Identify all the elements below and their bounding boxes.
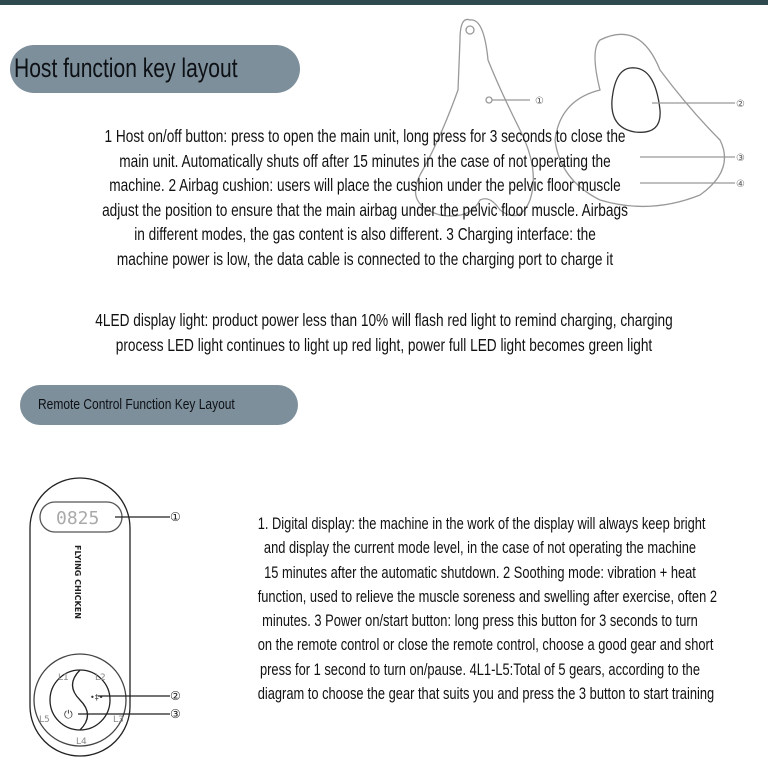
text-line: 1. Digital display: the machine in the work of the display will always keep bright — [257, 515, 706, 533]
text-line: on the remote control or close the remote control, choose a good gear and short — [257, 636, 714, 655]
text-line: minutes. 3 Power on/start button: long press this button for 3 seconds to turn — [262, 612, 698, 631]
text-line: function, used to relieve the muscle soreness and swelling after exercise, often 2 — [257, 587, 717, 606]
text-line: 15 minutes after the automatic shutdown. 2 Soothing mode: vibration + heat — [264, 563, 696, 582]
text-line: 1 Host on/off button: press to open the main unit, long press for 3 seconds to close the — [104, 126, 626, 146]
callout-4: ④ — [736, 179, 745, 190]
callout-1: ① — [170, 510, 181, 524]
text-line: machine. 2 Airbag cushion: users will place the cushion under the pelvic floor muscle — [109, 175, 621, 195]
brand-label: FLYING CHICKEN — [73, 545, 82, 619]
level-l2: L2 — [95, 673, 106, 683]
text-line: diagram to choose the gear that suits you and press the 3 button to start training — [257, 685, 715, 704]
text-line: main unit. Automatically shuts off after 15 minutes in the case of not operating the — [119, 150, 611, 171]
remote-title: Remote Control Function Key Layout — [38, 396, 235, 413]
remote-description — [195, 512, 765, 706]
remote-diagram — [0, 460, 200, 770]
led-description — [0, 308, 768, 357]
level-l4: L4 — [76, 737, 87, 747]
host-description — [0, 124, 730, 271]
level-l5: L5 — [39, 715, 50, 725]
text-line: in different modes, the gas content is also different. 3 Charging interface: the — [134, 224, 596, 244]
remote-display: 0825 — [56, 508, 100, 529]
power-icon[interactable]: ⏻ — [64, 708, 73, 721]
host-title: Host function key layout — [14, 53, 238, 83]
callout-2: ② — [170, 689, 181, 703]
text-line: 4LED display light: product power less than 10% will flash red light to remind charging, charging — [95, 310, 673, 330]
text-line: process LED light continues to light up red light, power full LED light becomes green light — [115, 334, 653, 355]
host-section-header — [10, 45, 300, 93]
remote-section-header — [20, 385, 298, 425]
text-line: and display the current mode level, in the case of not operating the machine — [263, 539, 697, 558]
text-line: machine power is low, the data cable is connected to the charging port to charge it — [116, 248, 614, 269]
level-l3: L3 — [113, 715, 124, 725]
callout-2: ② — [736, 99, 745, 110]
callout-1: ① — [535, 96, 544, 107]
text-line: press for 1 second to turn on/pause. 4L1-L5:Total of 5 gears, according to the — [259, 660, 700, 679]
level-l1: L1 — [58, 673, 69, 683]
callout-3: ③ — [736, 153, 745, 164]
vibration-icon[interactable]: •‡• — [90, 693, 104, 702]
text-line: adjust the position to ensure that the main airbag under the pelvic floor muscle. Airbags — [102, 199, 628, 220]
callout-3: ③ — [170, 707, 181, 721]
